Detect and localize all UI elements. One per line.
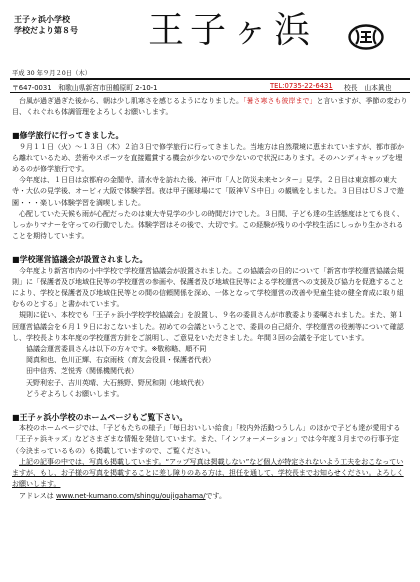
issue-date: 平成 30 年９月２0日（木） [12, 70, 91, 77]
divider [10, 92, 410, 93]
section-heading-homepage: ■王子ヶ浜小学校のホームページもご覧下さい。 [12, 413, 188, 423]
intro-paragraph: 台風が過ぎ過ぎた後から、朝は少し肌寒さを感じるようになりました。「暑さ寒さも彼岸まで」と言いますが、季節の変わり目、くれぐれも体調管理をよろしくお願いします。 [12, 97, 408, 117]
issue-number: 学校だより第８号 [14, 26, 78, 35]
school-address: 〒647-0031 和歌山県新宮市田鶴原町 2-10-1 [12, 84, 158, 92]
homepage-address: アドレスは www.net-kumano.com/shingu/oujigahama/です。 [19, 491, 227, 500]
section-paragraph: 規則に従い、本校でも「王子ヶ浜小学校学校協議会」を設置し、９名の委員さんが市教委より委嘱されました。また、第１回運営協議会を６月１９日におこないました。初めての会議ということで、委員の自己紹介、学校運営の役割等について確認し、学校長より本年度の学校運営方針をご説明し、ご意見をいただきました。年間３回の会議を予定しています。 [12, 311, 404, 342]
section-heading-council: ■学校運営協議会が設置されました。 [12, 255, 148, 265]
section-paragraph: 今年度より新宮市内の小中学校で学校運営協議会が設置されました。この協議会の目的について「新宮市学校運営協議会規則」に「保護者及び地域住民等の学校運営の参画や、保護者及び地域住民等による学校運営への支援及び協力を促進することにより、学校と保護者及び地域住民等との間の信頼関係を深め、一体となって学校運営の改善や児童生徒の健全育成に取り組むものとする」と書かれています。 [12, 266, 404, 309]
section-paragraph: 今年度は、１日目は京都府の金閣寺、清水寺を訪れた後、神戸市「人と防災未来センター」見学。２日目は東京都の東大寺・大仏の見学後、オービィ大阪で体験学習。夜は甲子園球場にて「阪神ＶＳ中日」の観戦をしました。３日目はＵＳＪで遊園・・・楽しい体験学習を満喫しました。 [12, 176, 404, 207]
newsletter-body [12, 96, 408, 502]
contact-row [12, 82, 408, 92]
school-name: 王子ヶ浜小学校 [14, 15, 70, 24]
member-line: 天野利宏子、吉川英晴、大石熊野、野尻和則（地域代表） [26, 378, 208, 387]
section-paragraph: 心配していた天候も雨が心配だったのは東大寺見学の少しの時間だけでした。３日間、子ども達の生活態度はとても良く、しっかりマナーを守っての行動でした。体験学習はその後で、大切です。この経験が残りの小学校生活にしっかり生かされることを期待しています。 [12, 209, 404, 241]
closing-line: どうぞよろしくお願いします。 [26, 389, 124, 398]
homepage-link[interactable]: www.net-kumano.com/shingu/oujigahama/ [56, 491, 206, 500]
principal-name: 校長 山本眞也 [344, 84, 392, 92]
member-line: 岡真和也、色川正輝、右京雨枝（育友会役員・保護者代表） [26, 356, 215, 365]
section-paragraph: ９月１１日（火）～１３日（木）２泊３日で修学旅行に行ってきました。当地方は自然環境に恵まれていますが、都市部から離れているため、芸術やスポーツを直接鑑賞する機会が少ないので少ないので状況にあります。そのハンディキャップを埋めるのが修学旅行です。 [12, 142, 404, 174]
section-paragraph: 本校のホームページでは、「子どもたちの様子」「毎日おいしい給食」「校内外活動つうしん」のほかで子ども達が愛用する「王子ヶ浜キッズ」などさまざまな情報を発信しています。また、「インフォーメーション」では今年度３月までの行事予定（今決まっているもの）も掲載していますので、ご覧ください。 [12, 424, 401, 455]
newsletter-title: 王子ヶ浜 [147, 10, 316, 51]
phone-number: TEL:0735-22-6431 [270, 82, 333, 90]
divider [10, 78, 410, 80]
members-label: 協議会運営委員さんは以下の方々です。※敬称略、順不同 [26, 345, 207, 354]
school-emblem-icon [348, 24, 384, 50]
section-paragraph: 上記の記事の中では、写真も掲載しています。“アップ写真は掲載しない”など個人が特定されないよう工夫をおこなっていますが、もし、お子様の写真を掲載することに差し障りのある方は、担任を通して、学校長までお知らせください。よろしくお願いします。 [12, 457, 404, 489]
section-heading-school-trip: ■修学旅行に行ってきました。 [12, 131, 124, 141]
member-line: 田中信秀、芝悦秀（関係機関代表） [26, 367, 138, 376]
seasonal-quote: 「暑さ寒さも彼岸まで」 [243, 97, 317, 105]
issue-info [14, 14, 78, 36]
